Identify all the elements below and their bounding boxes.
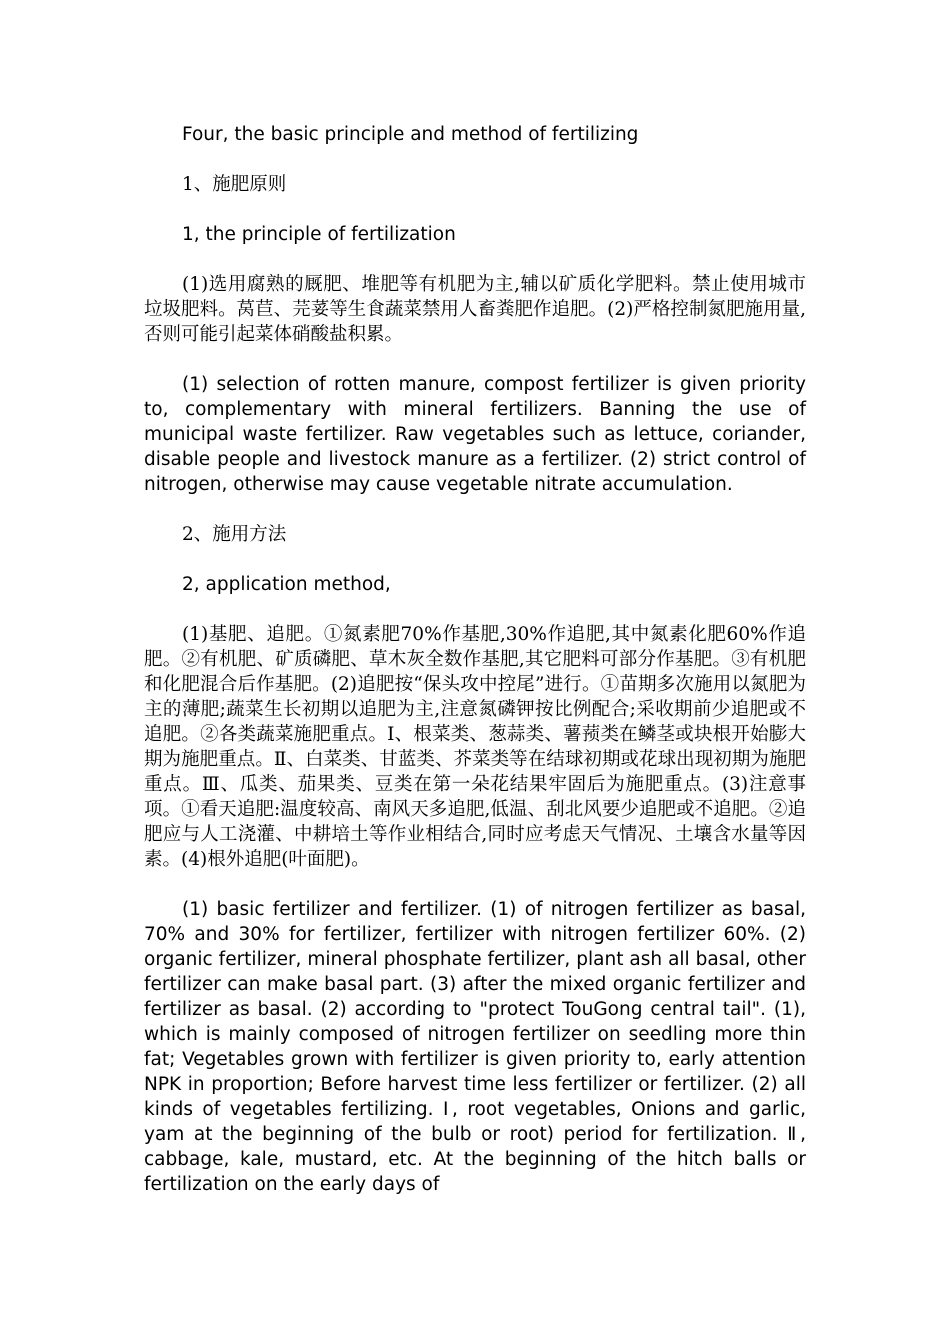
section-title-en-method: 2, application method, bbox=[182, 574, 391, 595]
section-title-zh-method: 2、施用方法 bbox=[182, 524, 287, 545]
section-title-en-principle: 1, the principle of fertilization bbox=[182, 224, 456, 245]
heading-en: Four, the basic principle and method of fertilizing bbox=[182, 124, 639, 145]
paragraph-en-principle: (1) selection of rotten manure, compost fertilizer is given priority to, complementary with mineral fertilizers. Banning the use of municipal waste fertilizer. Raw vegetables such as lettuce, coriander, disable people and livestock manure as a fertilizer. (2) strict control of nitrogen, otherwise may cause vegetable nitrate accumulation. bbox=[144, 374, 806, 495]
paragraph-en-method: (1) basic fertilizer and fertilizer. (1) of nitrogen fertilizer as basal, 70% and 30% for fertilizer, fertilizer with nitrogen fertilizer 60%. (2) organic fertilizer, mineral phosphate fertilizer, plant ash all basal, other fertilizer can make basal part. (3) after the mixed organic fertilizer and fertilizer as basal. (2) according to "protect TouGong central tail". (1), which is mainly composed of nitrogen fertilizer on seedling more thin fat; Vegetables grown with fertilizer is given priority to, early attention NPK in proportion; Before harvest time less fertilizer or fertilizer. (2) all kinds of vegetables fertilizing. Ⅰ, root vegetables, Onions and garlic, yam at the beginning of the bulb or root) period for fertilization. Ⅱ, cabbage, kale, mustard, etc. At the beginning of the hitch balls or fertilization on the early days of bbox=[144, 899, 806, 1195]
section-title-zh-principle: 1、施肥原则 bbox=[182, 174, 287, 195]
paragraph-zh-method: (1)基肥、追肥。①氮素肥70%作基肥,30%作追肥,其中氮素化肥60%作追肥。②有机肥、矿质磷肥、草木灰全数作基肥,其它肥料可部分作基肥。③有机肥和化肥混合后作基肥。(2)追肥按“保头攻中控尾”进行。①苗期多次施用以氮肥为主的薄肥;蔬菜生长初期以追肥为主,注意氮磷钾按比例配合;采收期前少追肥或不追肥。②各类蔬菜施肥重点。Ⅰ、根菜类、葱蒜类、薯蓣类在鳞茎或块根开始膨大期为施肥重点。Ⅱ、白菜类、甘蓝类、芥菜类等在结球初期或花球出现初期为施肥重点。Ⅲ、瓜类、茄果类、豆类在第一朵花结果牢固后为施肥重点。(3)注意事项。①看天追肥:温度较高、南风天多追肥,低温、刮北风要少追肥或不追肥。②追肥应与人工浇灌、中耕培土等作业相结合,同时应考虑天气情况、土壤含水量等因素。(4)根外追肥(叶面肥)。 bbox=[144, 624, 806, 870]
document-body bbox=[144, 122, 806, 1222]
paragraph-zh-principle: (1)选用腐熟的厩肥、堆肥等有机肥为主,辅以矿质化学肥料。禁止使用城市垃圾肥料。莴苣、芫荽等生食蔬菜禁用人畜粪肥作追肥。(2)严格控制氮肥施用量,否则可能引起菜体硝酸盐积累。 bbox=[144, 274, 806, 345]
